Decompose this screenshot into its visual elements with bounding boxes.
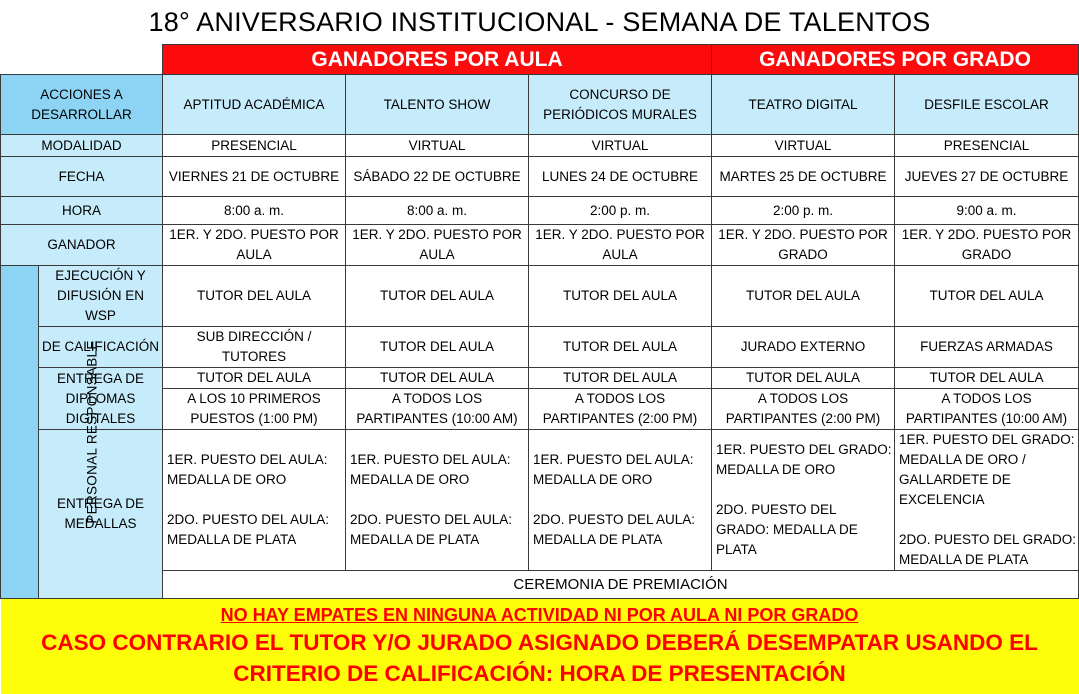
time-cell: 8:00 a. m. xyxy=(346,197,529,225)
diploma-responsible-cell: TUTOR DEL AULA xyxy=(346,368,529,389)
modality-cell: PRESENCIAL xyxy=(163,135,346,157)
date-cell: SÁBADO 22 DE OCTUBRE xyxy=(346,157,529,197)
medal-second-place: 2DO. PUESTO DEL AULA: MEDALLA DE PLATA xyxy=(533,512,696,547)
activity-name: TALENTO SHOW xyxy=(346,75,529,135)
modality-cell: PRESENCIAL xyxy=(895,135,1079,157)
activity-name: TEATRO DIGITAL xyxy=(712,75,895,135)
winner-cell: 1ER. Y 2DO. PUESTO POR GRADO xyxy=(895,225,1079,266)
medal-first-place: 1ER. PUESTO DEL AULA: MEDALLA DE ORO xyxy=(533,452,694,487)
diploma-responsible-cell: TUTOR DEL AULA xyxy=(895,368,1079,389)
diploma-detail-cell: A TODOS LOS PARTIPANTES (2:00 PM) xyxy=(712,389,895,430)
medal-second-place: 2DO. PUESTO DEL AULA: MEDALLA DE PLATA xyxy=(167,512,330,547)
row-label-time: HORA xyxy=(1,197,163,225)
notice-banner xyxy=(1,599,1079,694)
grading-cell: TUTOR DEL AULA xyxy=(529,327,712,368)
diploma-detail-cell: A TODOS LOS PARTIPANTES (10:00 AM) xyxy=(346,389,529,430)
winner-cell: 1ER. Y 2DO. PUESTO POR AULA xyxy=(529,225,712,266)
modality-cell: VIRTUAL xyxy=(346,135,529,157)
row-label-modality: MODALIDAD xyxy=(1,135,163,157)
notice-line-1: NO HAY EMPATES EN NINGUNA ACTIVIDAD NI POR AULA NI POR GRADO xyxy=(220,605,859,626)
execution-cell: TUTOR DEL AULA xyxy=(895,266,1079,327)
activity-name: APTITUD ACADÉMICA xyxy=(163,75,346,135)
medal-second-place: 2DO. PUESTO DEL GRADO: MEDALLA DE PLATA xyxy=(899,532,1077,567)
date-cell: MARTES 25 DE OCTUBRE xyxy=(712,157,895,197)
medal-first-place: 1ER. PUESTO DEL AULA: MEDALLA DE ORO xyxy=(350,452,511,487)
medal-cell xyxy=(895,430,1079,571)
activity-name: DESFILE ESCOLAR xyxy=(895,75,1079,135)
activity-name: CONCURSO DE PERIÓDICOS MURALES xyxy=(529,75,712,135)
ceremony-label: CEREMONIA DE PREMIACIÓN xyxy=(163,571,1079,599)
row-label-execution: EJECUCIÓN Y DIFUSIÓN EN WSP xyxy=(39,266,163,327)
group-header-by-grade: GANADORES POR GRADO xyxy=(712,45,1079,75)
time-cell: 9:00 a. m. xyxy=(895,197,1079,225)
medal-cell xyxy=(163,430,346,571)
medal-cell xyxy=(529,430,712,571)
row-label-responsible xyxy=(1,266,100,599)
row-label-diplomas: ENTREGA DE DIPLOMAS DIGITALES xyxy=(39,368,163,430)
responsible-label-text: PERSONAL RESPONSABLE xyxy=(84,340,100,524)
medal-first-place: 1ER. PUESTO DEL AULA: MEDALLA DE ORO xyxy=(167,452,328,487)
winner-cell: 1ER. Y 2DO. PUESTO POR AULA xyxy=(346,225,529,266)
medal-first-place: 1ER. PUESTO DEL GRADO: MEDALLA DE ORO xyxy=(716,442,892,477)
medal-cell xyxy=(346,430,529,571)
execution-cell: TUTOR DEL AULA xyxy=(346,266,529,327)
medal-second-place: 2DO. PUESTO DEL AULA: MEDALLA DE PLATA xyxy=(350,512,513,547)
group-header-by-classroom: GANADORES POR AULA xyxy=(163,45,712,75)
diploma-detail-cell: A TODOS LOS PARTIPANTES (2:00 PM) xyxy=(529,389,712,430)
row-label-winner: GANADOR xyxy=(1,225,163,266)
medal-first-place: 1ER. PUESTO DEL GRADO: MEDALLA DE ORO / GALLARDETE DE EXCELENCIA xyxy=(899,432,1075,507)
row-label-actions: ACCIONES A DESARROLLAR xyxy=(1,75,163,135)
time-cell: 8:00 a. m. xyxy=(163,197,346,225)
date-cell: LUNES 24 DE OCTUBRE xyxy=(529,157,712,197)
grading-cell: JURADO EXTERNO xyxy=(712,327,895,368)
time-cell: 2:00 p. m. xyxy=(712,197,895,225)
modality-cell: VIRTUAL xyxy=(712,135,895,157)
row-label-date: FECHA xyxy=(1,157,163,197)
medal-cell xyxy=(712,430,895,571)
diploma-responsible-cell: TUTOR DEL AULA xyxy=(529,368,712,389)
modality-cell: VIRTUAL xyxy=(529,135,712,157)
winner-cell: 1ER. Y 2DO. PUESTO POR GRADO xyxy=(712,225,895,266)
date-cell: JUEVES 27 DE OCTUBRE xyxy=(895,157,1079,197)
execution-cell: TUTOR DEL AULA xyxy=(529,266,712,327)
grading-cell: SUB DIRECCIÓN / TUTORES xyxy=(163,327,346,368)
row-label-grading: DE CALIFICACIÓN xyxy=(39,327,163,368)
grading-cell: FUERZAS ARMADAS xyxy=(895,327,1079,368)
row-label-medals: ENTREGA DE MEDALLAS xyxy=(39,430,163,599)
diploma-responsible-cell: TUTOR DEL AULA xyxy=(712,368,895,389)
blank-corner xyxy=(1,45,163,75)
time-cell: 2:00 p. m. xyxy=(529,197,712,225)
diploma-detail-cell: A TODOS LOS PARTIPANTES (10:00 AM) xyxy=(895,389,1079,430)
execution-cell: TUTOR DEL AULA xyxy=(163,266,346,327)
diploma-responsible-cell: TUTOR DEL AULA xyxy=(163,368,346,389)
date-cell: VIERNES 21 DE OCTUBRE xyxy=(163,157,346,197)
medal-second-place: 2DO. PUESTO DEL GRADO: MEDALLA DE PLATA xyxy=(716,502,858,557)
notice-line-2: CASO CONTRARIO EL TUTOR Y/O JURADO ASIGNADO DEBERÁ DESEMPATAR USANDO EL CRITERIO DE CALIFICACIÓN: HORA DE PRESENTACIÓN xyxy=(41,630,1038,687)
execution-cell: TUTOR DEL AULA xyxy=(712,266,895,327)
diploma-detail-cell: A LOS 10 PRIMEROS PUESTOS (1:00 PM) xyxy=(163,389,346,430)
page-title: 18° ANIVERSARIO INSTITUCIONAL - SEMANA DE TALENTOS xyxy=(1,0,1079,45)
grading-cell: TUTOR DEL AULA xyxy=(346,327,529,368)
winner-cell: 1ER. Y 2DO. PUESTO POR AULA xyxy=(163,225,346,266)
